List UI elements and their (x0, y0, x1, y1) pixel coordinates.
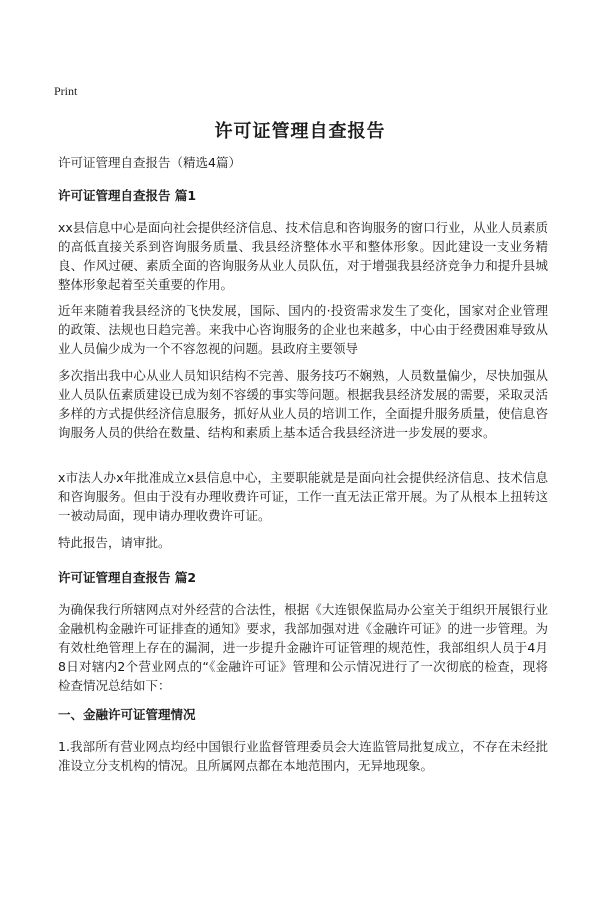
section-heading-1: 许可证管理自查报告 篇1 (58, 188, 197, 203)
paragraph: 近年来随着我县经济的飞快发展，国际、国内的·投资需求发生了变化，国家对企业管理的政策、法规也日趋完善。来我中心咨询服务的企业也来越多，中心由于经费困难导致从业人员偏少成为一个不容忽视的问题。县政府主要领导 (58, 303, 548, 356)
paragraph: 多次指出我中心从业人员知识结构不完善、服务技巧不娴熟，人员数量偏少，尽快加强从业人员队伍素质建设已成为刻不容缓的事实等问题。根据我县经济发展的需要，采取灵活多样的方式提供经济信息服务，抓好从业人员的培训工作，全面提升服务质量，使信息咨询服务人员的供给在数量、结构和素质上基本适合我县经济进一步发展的要求。 (58, 368, 548, 440)
print-label: Print (54, 84, 78, 98)
paragraph: 1.我部所有营业网点均经中国银行业监督管理委员会大连监管局批复成立，不存在未经批准设立分支机构的情况。且所属网点都在本地范围内，无异地现象。 (58, 739, 548, 773)
paragraph: 为确保我行所辖网点对外经营的合法性，根据《大连银保监局办公室关于组织开展银行业金融机构金融许可证排查的通知》要求，我部加强对进《金融许可证》的进一步管理。为有效杜绝管理上存在的漏洞，进一步提升金融许可证管理的规范性，我部组织人员于4月8日对辖内2个营业网点的“《金融许可证》管理和公示情况进行了一次彻底的检查，现将检查情况总结如下： (58, 602, 548, 693)
document-subtitle: 许可证管理自查报告（精选4篇） (58, 155, 241, 170)
document-title: 许可证管理自查报告 (214, 121, 386, 142)
section-subheading: 一、金融许可证管理情况 (58, 707, 196, 722)
section-heading-2: 许可证管理自查报告 篇2 (58, 570, 197, 585)
paragraph: xx县信息中心是面向社会提供经济信息、技术信息和咨询服务的窗口行业，从业人员素质的高低直接关系到咨询服务质量、我县经济整体水平和整体形象。因此建设一支业务精良、作风过硬、素质全面的咨询服务从业人员队伍，对于增强我县经济竞争力和提升县城整体形象起着至关重要的作用。 (58, 220, 548, 292)
paragraph: 特此报告，请审批。 (58, 535, 171, 550)
paragraph: x市法人办x年批准成立x县信息中心，主要职能就是是面向社会提供经济信息、技术信息和咨询服务。但由于没有办理收费许可证，工作一直无法正常开展。为了从根本上扭转这一被动局面，现申请办理收费许可证。 (58, 470, 548, 523)
